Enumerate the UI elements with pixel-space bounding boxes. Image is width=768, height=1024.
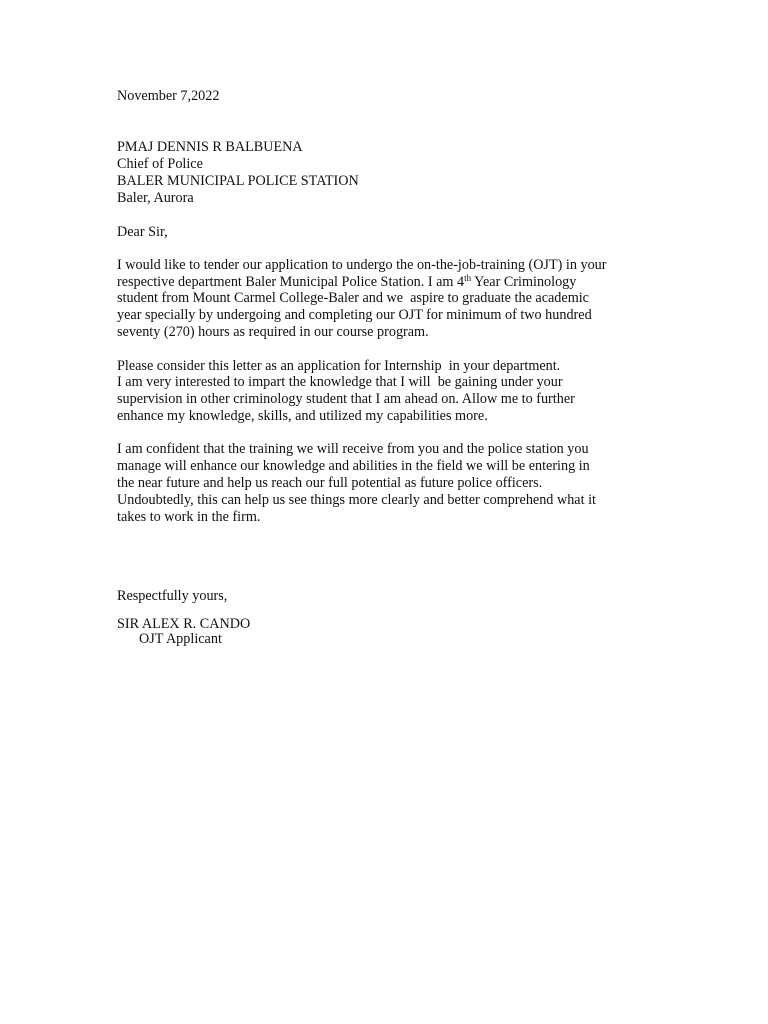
recipient-location: Baler, Aurora — [117, 190, 194, 206]
paragraph-2-line: Please consider this letter as an application for Internship in your department. — [117, 358, 561, 374]
paragraph-3-line: manage will enhance our knowledge and abilities in the field we will be entering in — [117, 458, 590, 474]
paragraph-3-line: takes to work in the firm. — [117, 509, 261, 525]
paragraph-3-line: I am confident that the training we will receive from you and the police station you — [117, 441, 589, 457]
paragraph-3-line: the near future and help us reach our full potential as future police officers. — [117, 475, 543, 491]
salutation: Dear Sir, — [117, 224, 168, 240]
paragraph-1-line: student from Mount Carmel College-Baler and we aspire to graduate the academic — [117, 290, 589, 306]
closing: Respectfully yours, — [117, 588, 228, 604]
signer-name: SIR ALEX R. CANDO — [117, 616, 251, 632]
paragraph-1-line-text: Year Criminology — [471, 274, 577, 290]
letter-date: November 7,2022 — [117, 88, 220, 104]
paragraph-1-line: year specially by undergoing and completing our OJT for minimum of two hundred — [117, 307, 592, 323]
paragraph-1-line — [117, 274, 576, 291]
paragraph-2-line: I am very interested to impart the knowledge that I will be gaining under your — [117, 374, 563, 390]
recipient-name: PMAJ DENNIS R BALBUENA — [117, 139, 303, 155]
paragraph-1-line: seventy (270) hours as required in our course program. — [117, 324, 429, 340]
paragraph-2-line: enhance my knowledge, skills, and utilized my capabilities more. — [117, 408, 488, 424]
paragraph-3-line: Undoubtedly, this can help us see things more clearly and better comprehend what it — [117, 492, 596, 508]
signer-title: OJT Applicant — [139, 631, 222, 647]
recipient-office: BALER MUNICIPAL POLICE STATION — [117, 173, 359, 189]
paragraph-1-line: I would like to tender our application to undergo the on-the-job-training (OJT) in your — [117, 257, 607, 273]
paragraph-1-line-text: respective department Baler Municipal Police Station. I am 4 — [117, 274, 465, 290]
paragraph-2-line: supervision in other criminology student that I am ahead on. Allow me to further — [117, 391, 575, 407]
ordinal-suffix: th — [464, 273, 472, 283]
recipient-position: Chief of Police — [117, 156, 203, 172]
